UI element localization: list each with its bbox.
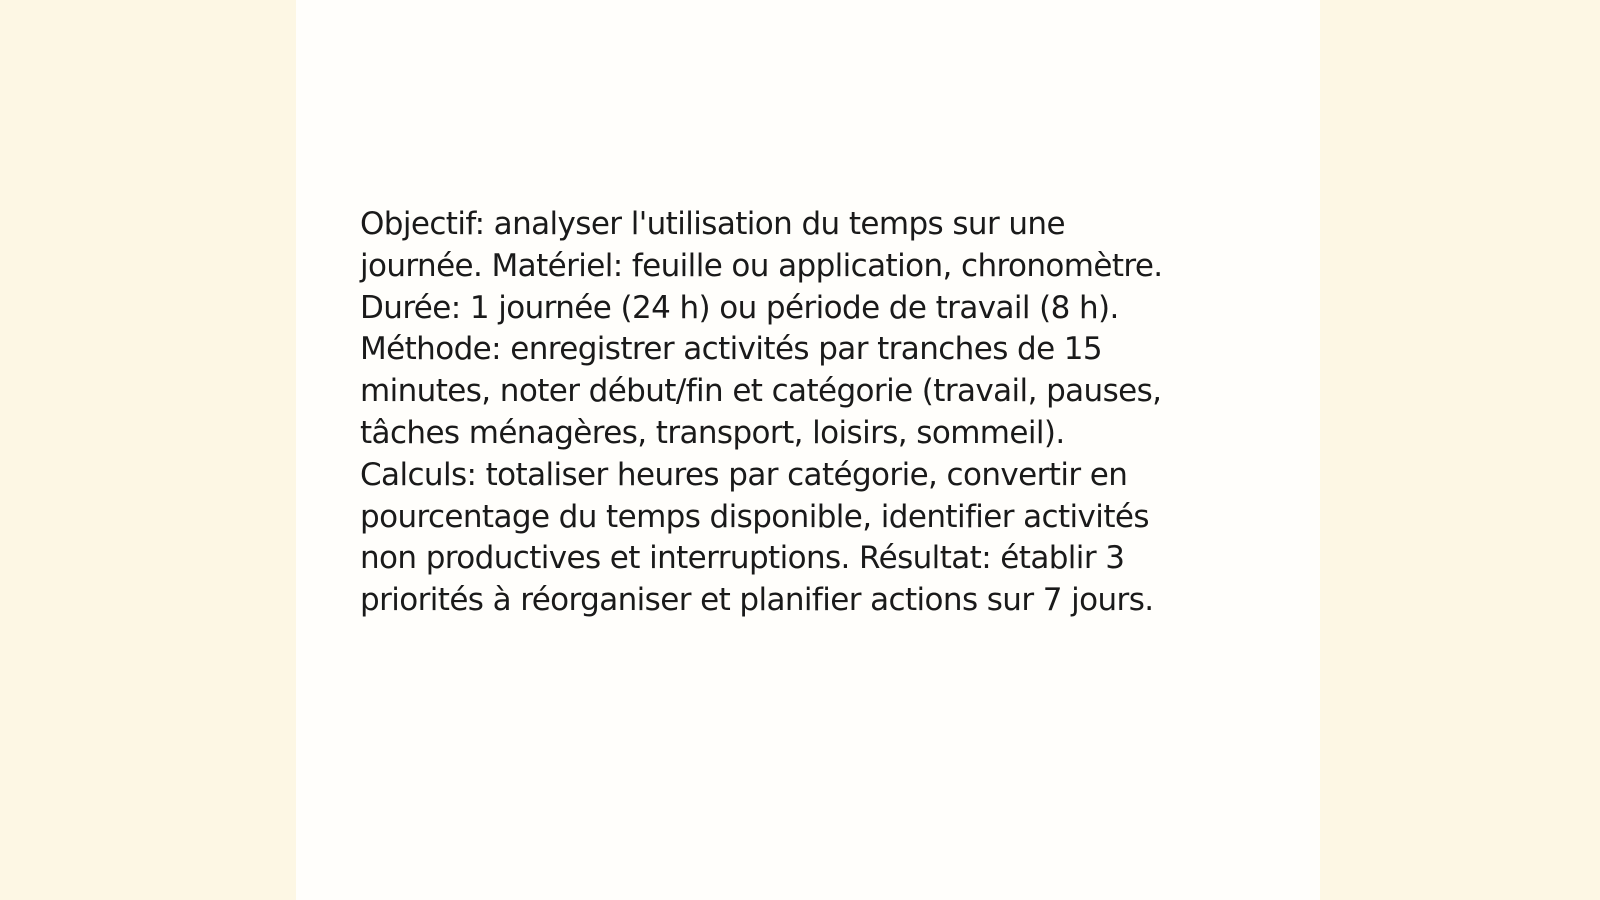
- paragraph-line: Durée: 1 journée (24 h) ou période de travail (8 h).: [360, 289, 1119, 326]
- instructions-paragraph: [360, 204, 1260, 622]
- paragraph-line: pourcentage du temps disponible, identifier activités: [360, 498, 1149, 535]
- paragraph-line: Calculs: totaliser heures par catégorie, convertir en: [360, 456, 1128, 493]
- paragraph-line: non productives et interruptions. Résultat: établir 3: [360, 540, 1125, 577]
- paragraph-line: Méthode: enregistrer activités par tranches de 15: [360, 331, 1103, 368]
- document-sheet: [296, 0, 1320, 900]
- paragraph-line: journée. Matériel: feuille ou application, chronomètre.: [360, 247, 1163, 284]
- paragraph-line: Objectif: analyser l'utilisation du temps sur une: [360, 206, 1065, 242]
- paragraph-line: priorités à réorganiser et planifier actions sur 7 jours.: [360, 582, 1154, 619]
- paragraph-line: minutes, noter début/fin et catégorie (travail, pauses,: [360, 373, 1162, 410]
- paragraph-line: tâches ménagères, transport, loisirs, sommeil).: [360, 414, 1065, 451]
